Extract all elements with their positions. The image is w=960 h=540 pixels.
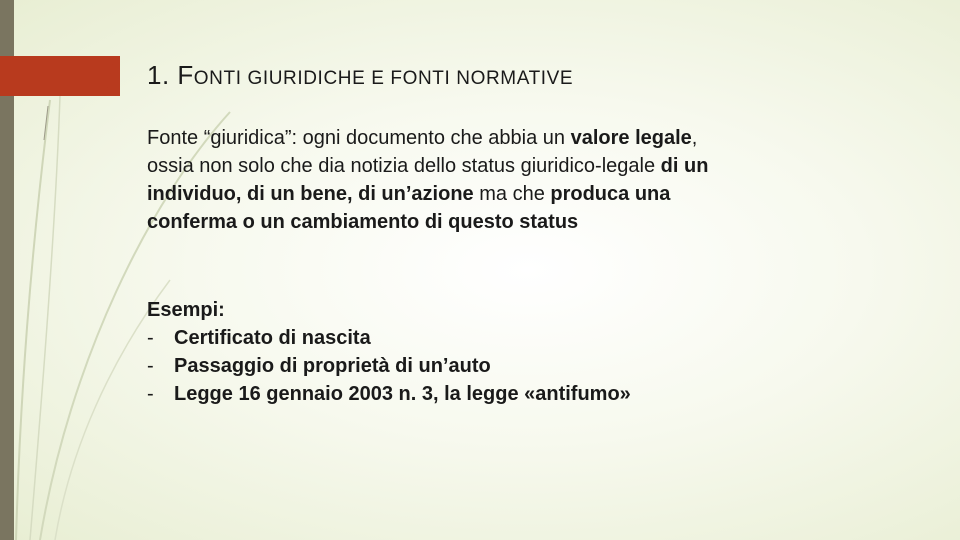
paragraph-run: , ossia non solo che dia notizia dello status giuridico-legale: [147, 127, 698, 177]
example-item: [147, 352, 631, 380]
examples-section: [147, 296, 631, 408]
paragraph-run: Fonte “giuridica”: ogni documento che abbia un: [147, 127, 571, 149]
bullet-dash: -: [147, 355, 154, 377]
paragraph-run: ma che: [473, 183, 551, 205]
slide-title: [147, 60, 573, 91]
title-number: 1. F: [147, 60, 194, 90]
bullet-dash: -: [147, 383, 154, 405]
paragraph-bold-run: di un individuo, di un bene, di un’azione: [147, 155, 709, 205]
bullet-dash: -: [147, 327, 154, 349]
example-text: Legge 16 gennaio 2003 n. 3, la legge «antifumo»: [174, 383, 631, 405]
examples-heading: Esempi:: [147, 299, 225, 321]
paragraph-bold-run: valore legale: [570, 127, 692, 149]
title-text: ONTI GIURIDICHE E FONTI NORMATIVE: [193, 68, 574, 89]
example-text: Certificato di nascita: [174, 327, 371, 349]
example-item: [147, 324, 631, 352]
example-text: Passaggio di proprietà di un’auto: [174, 355, 491, 377]
examples-list: [147, 324, 631, 408]
definition-paragraph: [147, 124, 747, 236]
example-item: [147, 380, 631, 408]
paragraph-bold-run: produca una conferma o un cambiamento di questo status: [147, 183, 671, 233]
